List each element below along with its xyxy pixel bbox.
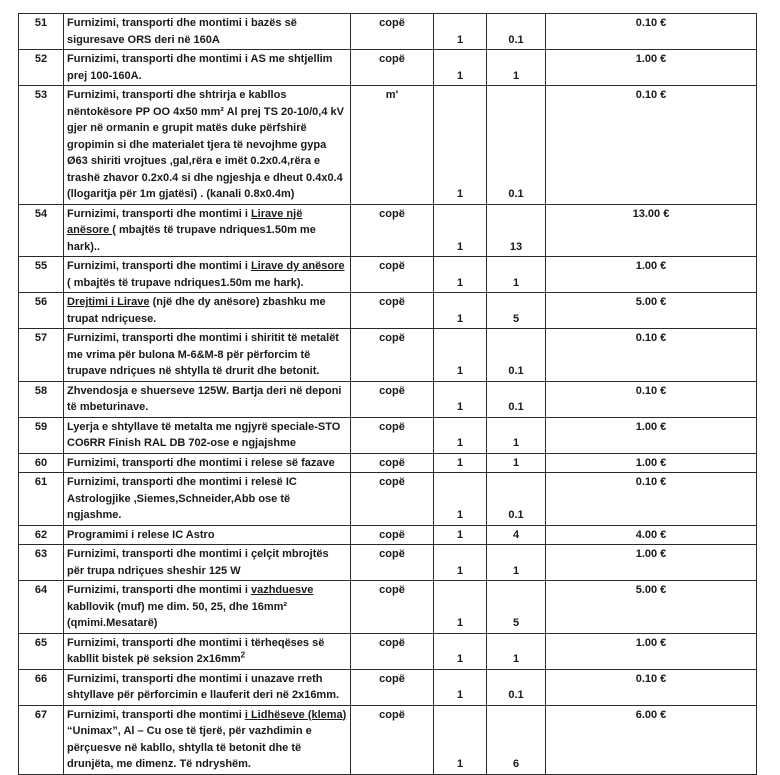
item-number: 59 [19,417,64,453]
item-description [64,581,351,634]
description-text: Furnizimi, transporti dhe shtrirja e kabllos nëntokësore PP OO 4x50 mm² Al prej TS 20-10/0,4 kV gjer në ormanin e grupit matës duke përfshirë gropimin si dhe materialet tjera të nevojhme gypa Ø63 shiriti vrojtues ,gal,rëra e imët 0.2x0.4,rëra e trashë zhavor 0.2x0.4 si dhe ngjeshja e dheut 0.4x0.4 (llogaritja për 1m gjatësi) . (kanali 0.8x0.4m) [67,89,344,200]
item-total: 1.00 € [546,417,757,453]
item-total: 0.10 € [546,329,757,382]
item-total: 1.00 € [546,545,757,581]
item-number: 54 [19,204,64,257]
table-row [19,293,757,329]
item-unit: m' [351,86,434,205]
description-text: Programimi i relese IC Astro [67,528,215,541]
item-unit: copë [351,381,434,417]
item-description [64,525,351,545]
item-unit: copë [351,453,434,473]
item-unit: copë [351,669,434,705]
item-description [64,257,351,293]
item-quantity: 1 [434,669,487,705]
description-text: Lyerja e shtyllave të metalta me ngjyrë speciale-STO CO6RR Finish RAL DB 702-ose e ngjajshme [67,420,341,449]
item-quantity: 1 [434,581,487,634]
item-description [64,204,351,257]
item-number: 58 [19,381,64,417]
item-number: 61 [19,473,64,526]
item-quantity: 1 [434,50,487,86]
item-description [64,381,351,417]
item-unit-price: 5 [487,293,546,329]
description-text: Zhvendosja e shuerseve 125W. Bartja deri në deponi të mbeturinave. [67,384,342,413]
item-total: 1.00 € [546,257,757,293]
item-total: 0.10 € [546,14,757,50]
item-description [64,473,351,526]
item-unit-price: 1 [487,257,546,293]
item-number: 60 [19,453,64,473]
item-number: 62 [19,525,64,545]
item-unit-price: 0.1 [487,14,546,50]
underlined-text: Lirave një anësore [67,207,303,236]
item-quantity: 1 [434,473,487,526]
item-total: 1.00 € [546,50,757,86]
item-unit: copë [351,293,434,329]
table-row [19,257,757,293]
item-quantity: 1 [434,545,487,581]
item-unit-price: 13 [487,204,546,257]
item-description [64,86,351,205]
item-total: 0.10 € [546,473,757,526]
underlined-text: Drejtimi i Lirave [67,296,150,308]
item-number: 55 [19,257,64,293]
table-body [19,14,757,775]
table-row [19,50,757,86]
item-quantity: 1 [434,14,487,50]
item-unit: copë [351,50,434,86]
item-total: 5.00 € [546,293,757,329]
item-description [64,633,351,669]
item-unit-price: 0.1 [487,86,546,205]
item-unit-price: 5 [487,581,546,634]
item-quantity: 1 [434,453,487,473]
item-total: 0.10 € [546,669,757,705]
item-quantity: 1 [434,204,487,257]
underlined-text: i Lidhëseve (klema) [244,708,347,721]
description-text: “Unimax”, Al – Cu ose të tjerë, për vazhdimin e përçuesve në kabllo, shtylla të betonit dhe të drunjëta, me dimenz. Të ndryshëm. [67,725,312,770]
item-unit-price: 0.1 [487,669,546,705]
item-description [64,14,351,50]
table-row [19,545,757,581]
item-quantity: 1 [434,525,487,545]
item-total: 1.00 € [546,453,757,473]
item-unit-price: 1 [487,545,546,581]
item-number: 51 [19,14,64,50]
item-total: 4.00 € [546,525,757,545]
item-unit: copë [351,473,434,526]
item-unit-price: 1 [487,453,546,473]
table-row [19,417,757,453]
description-text: kabllovik (muf) me dim. 50, 25, dhe 16mm² (qmimi.Mesatarë) [67,600,288,629]
item-unit: copë [351,257,434,293]
item-total: 6.00 € [546,705,757,774]
item-number: 57 [19,329,64,382]
item-description [64,417,351,453]
item-unit-price: 6 [487,705,546,774]
item-quantity: 1 [434,329,487,382]
item-total: 13.00 € [546,204,757,257]
item-quantity: 1 [434,381,487,417]
item-unit: copë [351,633,434,669]
item-unit-price: 0.1 [487,473,546,526]
item-unit-price: 1 [487,417,546,453]
item-unit-price: 0.1 [487,329,546,382]
item-description [64,329,351,382]
bill-of-quantities-table [18,13,757,775]
item-total: 5.00 € [546,581,757,634]
item-number: 67 [19,705,64,774]
item-unit: copë [351,14,434,50]
item-number: 64 [19,581,64,634]
item-quantity: 1 [434,705,487,774]
item-total: 0.10 € [546,86,757,205]
table-row [19,204,757,257]
item-unit-price: 1 [487,50,546,86]
item-number: 66 [19,669,64,705]
item-unit: copë [351,204,434,257]
item-quantity: 1 [434,293,487,329]
table-row [19,14,757,50]
item-description [64,669,351,705]
item-description [64,453,351,473]
item-quantity: 1 [434,257,487,293]
item-description [64,293,351,329]
item-unit-price: 4 [487,525,546,545]
description-text: Furnizimi, transporti dhe montimi i bazës së siguresave ORS deri në 160A [67,17,297,46]
item-unit-price: 0.1 [487,381,546,417]
item-number: 65 [19,633,64,669]
item-number: 56 [19,293,64,329]
item-total: 0.10 € [546,381,757,417]
item-quantity: 1 [434,417,487,453]
description-text: Furnizimi, transporti dhe montimi i [67,260,251,272]
description-text: ( mbajtës të trupave ndriques1.50m me hark).. [67,224,316,253]
item-description [64,50,351,86]
table-row [19,705,757,774]
table-row [19,473,757,526]
description-text: Furnizimi, transporti dhe montimi i shiritit të metalët me vrima për bulona M-6&M-8 për përforcim të trupave ndriçues në shtylla të drurit dhe betonit. [67,332,339,377]
item-number: 52 [19,50,64,86]
description-text: Furnizimi, transporti dhe montimi i çelçit mbrojtës për trupa ndriçues sheshir 125 W [67,548,329,577]
description-text: Furnizimi, transporti dhe montimi i AS me shtjellim prej 100-160A. [67,53,333,82]
item-unit-price: 1 [487,633,546,669]
underlined-text: Lirave dy anësore [250,260,345,272]
item-number: 53 [19,86,64,205]
description-text: ( mbajtës të trupave ndriques1.50m me hark). [67,276,304,289]
description-text: Furnizimi, transporti dhe montimi i tërheqëses së kabllit bistek pë seksion 2x16mm [67,636,325,665]
item-description [64,545,351,581]
item-unit: copë [351,525,434,545]
table-row [19,669,757,705]
item-quantity: 1 [434,86,487,205]
description-text: Furnizimi, transporti dhe montimi [67,708,245,721]
item-unit: copë [351,705,434,774]
item-description [64,705,351,774]
table-row [19,381,757,417]
description-text: Furnizimi, transporti dhe montimi i unazave rreth shtyllave për përforcimin e llauferit deri në 2x16mm. [67,672,340,701]
item-unit: copë [351,417,434,453]
item-unit: copë [351,581,434,634]
table-row [19,581,757,634]
table-row [19,86,757,205]
table-row [19,453,757,473]
table-row [19,329,757,382]
table-row [19,525,757,545]
table-row [19,633,757,669]
description-text: (një dhe dy anësore) zbashku me trupat ndriçuese. [67,296,326,325]
item-number: 63 [19,545,64,581]
description-text: Furnizimi, transporti dhe montimi i [67,584,251,596]
description-text: 2 [240,650,246,660]
description-text: Furnizimi, transporti dhe montimi i [67,207,251,220]
underlined-text: vazhduesve [250,584,314,596]
description-text: Furnizimi, transporti dhe montimi i relesë IC Astrologjike ,Siemes,Schneider,Abb ose të ngjashme. [67,476,297,521]
item-total: 1.00 € [546,633,757,669]
item-unit: copë [351,329,434,382]
item-unit: copë [351,545,434,581]
item-quantity: 1 [434,633,487,669]
description-text: Furnizimi, transporti dhe montimi i relese së fazave [67,456,335,469]
